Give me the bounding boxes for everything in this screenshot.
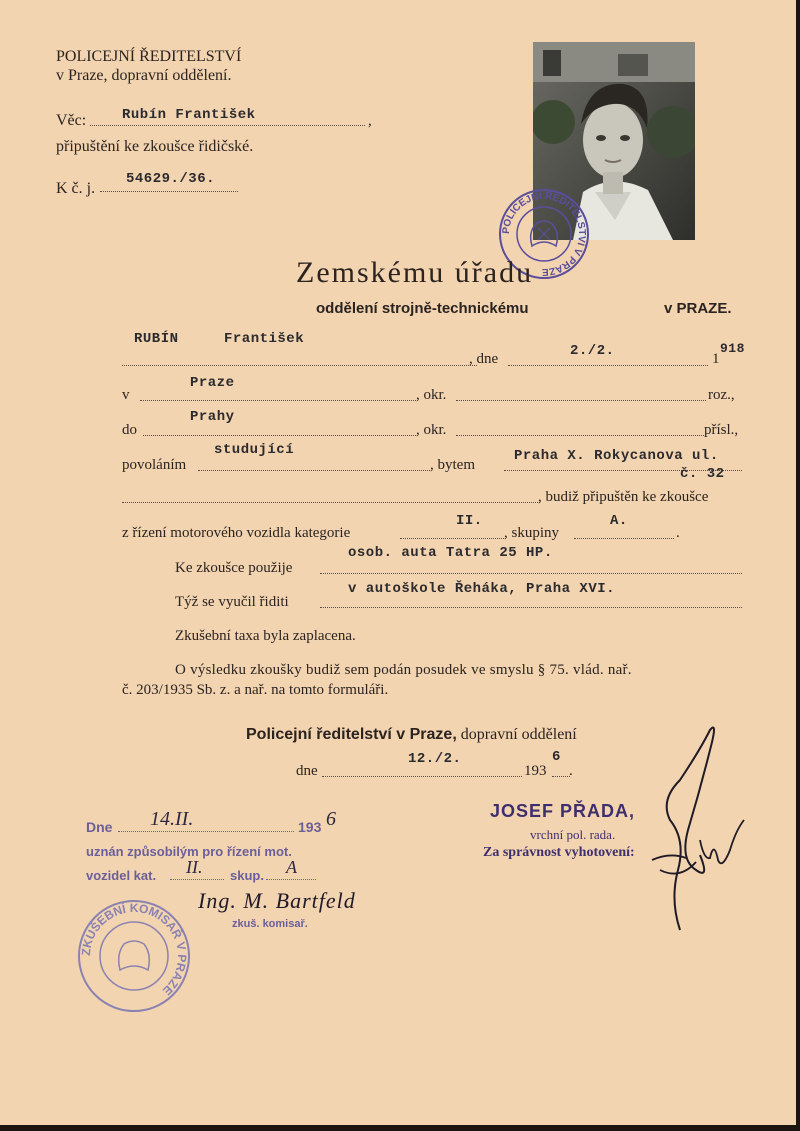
admission-text: , budiž připuštěn ke zkoušce	[538, 489, 709, 505]
issue-year-period: .	[569, 763, 573, 779]
issue-year-line	[552, 775, 570, 777]
exam-date-handwritten: 14.II.	[150, 808, 194, 830]
address-line-2: č. 32	[680, 466, 725, 482]
vec-value: Rubín František	[122, 107, 256, 123]
group-line	[574, 537, 674, 539]
issue-dne-label: dne	[296, 763, 318, 779]
issue-year-prefix: 193	[524, 763, 547, 779]
result-text-line-1: O výsledku zkoušky budiž sem podán posudek ve smyslu § 75. vlád. nař.	[175, 662, 632, 678]
exam-year-handwritten: 6	[326, 808, 336, 830]
category-value: II.	[456, 513, 483, 529]
kcj-line	[100, 190, 238, 192]
born-place-line	[140, 399, 416, 401]
school-value: v autoškole Řeháka, Praha XVI.	[348, 581, 616, 597]
commissar-signature: Ing. M. Bartfeld	[198, 888, 356, 913]
issue-year-digit: 6	[552, 749, 561, 765]
address-line-1: Praha X. Rokycanova ul.	[514, 448, 719, 464]
signer-name: JOSEF PŘADA,	[490, 801, 636, 821]
kcj-label: K č. j.	[56, 180, 96, 197]
occupation-label: povoláním	[122, 457, 187, 473]
scan-edge-right	[796, 0, 800, 1131]
prisl-label: přísl.,	[704, 422, 739, 438]
birth-date: 2./2.	[570, 343, 615, 359]
dne-label: , dne	[469, 351, 499, 367]
school-label: Týž se vyučil řiditi	[175, 594, 289, 610]
kcj-value: 54629./36.	[126, 171, 216, 187]
exam-group-handwritten: A	[286, 857, 297, 877]
signer-title: vrchní pol. rada.	[530, 827, 616, 842]
applicant-firstname: František	[224, 331, 305, 347]
exam-dne-label: Dne	[86, 819, 113, 835]
okr-line-2	[456, 434, 704, 436]
category-text: z řízení motorového vozidla kategorie	[122, 525, 351, 541]
issuing-office-rest: dopravní oddělení	[456, 726, 577, 743]
occupation-value: studující	[214, 442, 295, 458]
vehicle-label: Ke zkoušce použije	[175, 560, 293, 576]
okr-label: , okr.	[416, 387, 447, 403]
okr-label-2: , okr.	[416, 422, 447, 438]
exam-year-prefix: 193	[298, 819, 322, 835]
vec-comma: ,	[368, 113, 372, 129]
exam-category-line	[170, 878, 224, 880]
exam-date-line	[118, 830, 294, 832]
category-period: .	[676, 525, 680, 541]
tax-paid-text: Zkušební taxa byla zaplacena.	[175, 628, 356, 644]
exam-category-label: vozidel kat.	[86, 868, 157, 883]
exam-group-line	[266, 878, 316, 880]
police-stamp-text: POLICEJNÍ ŘEDITELSTVÍ V PRAZE	[500, 190, 588, 278]
vehicle-line	[320, 572, 742, 574]
belong-place-line	[143, 434, 416, 436]
certification-text: Za správnost vyhotovení:	[483, 845, 635, 860]
school-line	[320, 606, 742, 608]
roz-label: roz.,	[708, 387, 735, 403]
scan-edge-bottom	[0, 1125, 800, 1131]
belongs-to-label: do	[122, 422, 137, 438]
okr-line	[456, 399, 706, 401]
birth-year-prefix: 1	[712, 351, 720, 367]
result-text-line-2: č. 203/1935 Sb. z. a nař. na tomto formuláři.	[122, 682, 389, 698]
issue-date-line	[322, 775, 522, 777]
commissar-title: zkuš. komisař.	[232, 918, 308, 930]
belong-place: Prahy	[190, 409, 235, 425]
office-department: v Praze, dopravní oddělení.	[56, 67, 232, 84]
applicant-surname: RUBÍN	[134, 331, 179, 347]
office-name: POLICEJNÍ ŘEDITELSTVÍ	[56, 48, 242, 65]
exam-result-text: uznán způsobilým pro řízení mot.	[86, 844, 292, 859]
subject-text: připuštění ke zkoušce řidičské.	[56, 138, 254, 155]
vec-line	[90, 124, 365, 126]
born-in-label: v	[122, 387, 130, 403]
vehicle-value: osob. auta Tatra 25 HP.	[348, 545, 553, 561]
exam-category-handwritten: II.	[186, 857, 203, 877]
exam-round-stamp	[76, 898, 192, 1014]
blank-line	[122, 501, 540, 503]
issuing-office	[246, 726, 577, 744]
birth-date-line	[508, 364, 708, 366]
addressee-city: v PRAZE.	[664, 300, 732, 317]
svg-text:ZKUŠEBNÍ KOMISAŘ V PRAZE	[79, 901, 189, 998]
group-label: , skupiny	[504, 525, 560, 541]
vec-label: Věc:	[56, 112, 87, 129]
exam-group-label: skup.	[230, 868, 264, 883]
category-line	[400, 537, 504, 539]
addressee-department: oddělení strojně-technickému	[316, 300, 529, 317]
born-place: Praze	[190, 375, 235, 391]
group-value: A.	[610, 513, 628, 529]
name-line	[122, 364, 477, 366]
signer-signature	[640, 720, 760, 940]
issue-date: 12./2.	[408, 751, 462, 767]
birth-year: 918	[720, 341, 745, 356]
exam-stamp-text: ZKUŠEBNÍ KOMISAŘ V PRAZE	[78, 900, 190, 999]
occupation-line	[198, 469, 430, 471]
issuing-office-bold: Policejní ředitelství v Praze,	[246, 726, 457, 743]
addressee-title: Zemskému úřadu	[296, 256, 534, 289]
residence-label: , bytem	[430, 457, 475, 473]
